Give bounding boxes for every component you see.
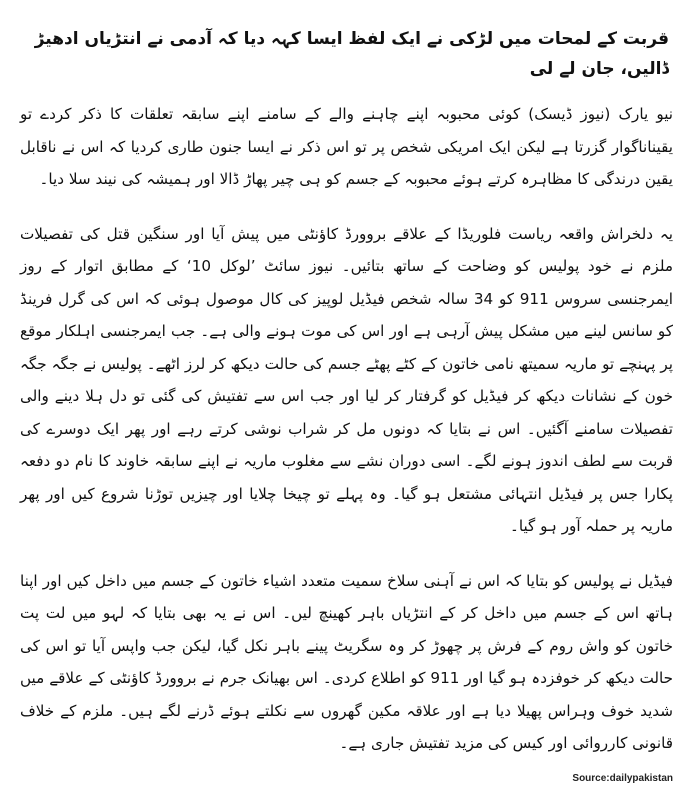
article-paragraph-2: یہ دلخراش واقعہ ریاست فلوریڈا کے علاقے بروورڈ کاؤنٹی میں پیش آیا اور سنگین قتل کی تفصیلات ملزم نے خود پولیس کو وضاحت کے ساتھ بتائیں۔ نیوز سائٹ ’لوکل 10‘ کے مطابق اتوار کے روز ایمرجنسی سروس 911 کو 34 سالہ شخص فیڈیل لوپیز کی کال موصول ہوئی کہ اس کی گرل فرینڈ کو سانس لینے میں مشکل پیش آرہی ہے اور اس کی موت ہونے والی ہے۔ جب ایمرجنسی اہلکار موقع پر پہنچے تو ماریہ سمیتھ نامی خاتون کے کٹے پھٹے جسم کی حالت دیکھ کر لرز اٹھے۔ پولیس نے جگہ جگہ خون کے نشانات دیکھ کر فیڈیل کو گرفتار کر لیا اور جب اس سے تفتیش کی گئی تو دل ہلا دینے والی تفصیلات سامنے آگئیں۔ اس نے بتایا کہ دونوں مل کر شراب نوشی کرتے رہے اور پھر ایک دوسرے کی قربت سے لطف اندوز ہونے لگے۔ اسی دوران نشے سے مغلوب ماریہ نے اپنے سابقہ خاوند کا نام دو دفعہ پکارا جس پر فیڈیل انتہائی مشتعل ہو گیا۔ وہ پہلے تو چیخا چلایا اور چیزیں توڑنا شروع کیں اور پھر ماریہ پر حملہ آور ہو گیا۔ bbox=[20, 224, 674, 535]
article-paragraph-3: فیڈیل نے پولیس کو بتایا کہ اس نے آہنی سلاخ سمیت متعدد اشیاء خاتون کے جسم میں داخل کیں اور اپنا ہاتھ اس کے جسم میں داخل کر کے انتڑیاں باہر کھینچ لیں۔ اس نے یہ بھی بتایا کہ لہو میں لت پت خاتون کو واش روم کے فرش پر چھوڑ کر وہ سگریٹ پینے باہر نکل گیا، لیکن جب واپس آیا تو اس کی حالت دیکھ کر خوفزدہ ہو گیا اور 911 کو اطلاع کردی۔ اس بھیانک جرم نے بروورڈ کاؤنٹی کے علاقے میں شدید خوف وہراس پھیلا دیا ہے اور علاقہ مکین گھروں سے نکلتے ہوئے ڈرنے لگے ہیں۔ ملزم کے خلاف قانونی کارروائی اور کیس کی مزید تفتیش جاری ہے۔ bbox=[20, 571, 674, 752]
source-credit: Source:dailypakistan bbox=[572, 773, 673, 784]
article-paragraph-1: نیو یارک (نیوز ڈیسک) کوئی محبوبہ اپنے چاہنے والے کے سامنے اپنے سابقہ تعلقات کا ذکر کردے تو یقیناناگوار گزرتا ہے لیکن ایک امریکی شخص پر تو اس ذکر نے ایسا جنون طاری کردیا کہ اس نے ناقابل یقین درندگی کا مظاہرہ کرتے ہوئے محبوبہ کے جسم کو ہی چیر پھاڑ ڈالا اور ہمیشہ کی نیند سلا دیا۔ bbox=[20, 105, 673, 188]
article-headline: قربت کے لمحات میں لڑکی نے ایک لفظ ایسا کہہ دیا کہ آدمی نے انتڑیاں ادھیڑ ڈالیں، جان لے لی bbox=[34, 29, 669, 79]
